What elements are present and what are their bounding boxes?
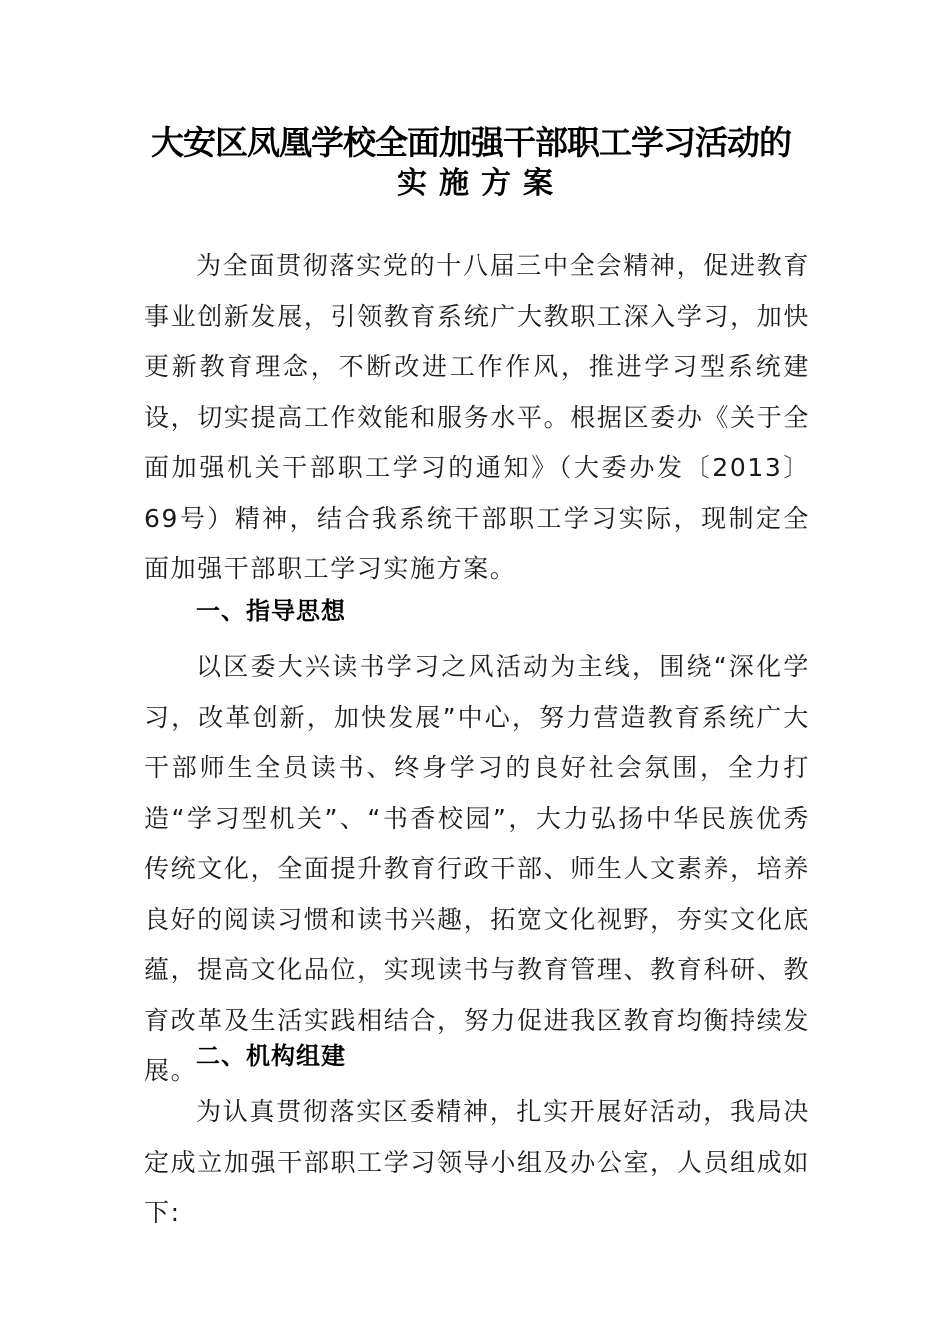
document-title: 大安区凤凰学校全面加强干部职工学习活动的 bbox=[151, 123, 791, 162]
document-subtitle: 实施方案 bbox=[397, 166, 565, 201]
intro-paragraph: 为全面贯彻落实党的十八届三中全会精神，促进教育事业创新发展，引领教育系统广大教职工深入学习，加快更新教育理念，不断改进工作作风，推进学习型系统建设，切实提高工作效能和服务水平。根据区委办《关于全面加强机关干部职工学习的通知》（大委办发〔2013〕69号）精神，结合我系统干部职工学习实际，现制定全面加强干部职工学习实施方案。 bbox=[144, 251, 810, 583]
section-heading-organization: 二、机构组建 bbox=[196, 1042, 346, 1070]
section-heading-guiding-ideology: 一、指导思想 bbox=[196, 597, 346, 625]
section-body-organization: 为认真贯彻落实区委精神，扎实开展好活动，我局决定成立加强干部职工学习领导小组及办公室，人员组成如下: bbox=[144, 1097, 810, 1227]
section-body-guiding-ideology: 以区委大兴读书学习之风活动为主线，围绕“深化学习，改革创新，加快发展”中心，努力营造教育系统广大干部师生全员读书、终身学习的良好社会氛围，全力打造“学习型机关”、“书香校园”，大力弘扬中华民族优秀传统文化，全面提升教育行政干部、师生人文素养，培养良好的阅读习惯和读书兴趣，拓宽文化视野，夯实文化底蕴，提高文化品位，实现读书与教育管理、教育科研、教育改革及生活实践相结合，努力促进我区教育均衡持续发展。 bbox=[144, 652, 810, 1085]
